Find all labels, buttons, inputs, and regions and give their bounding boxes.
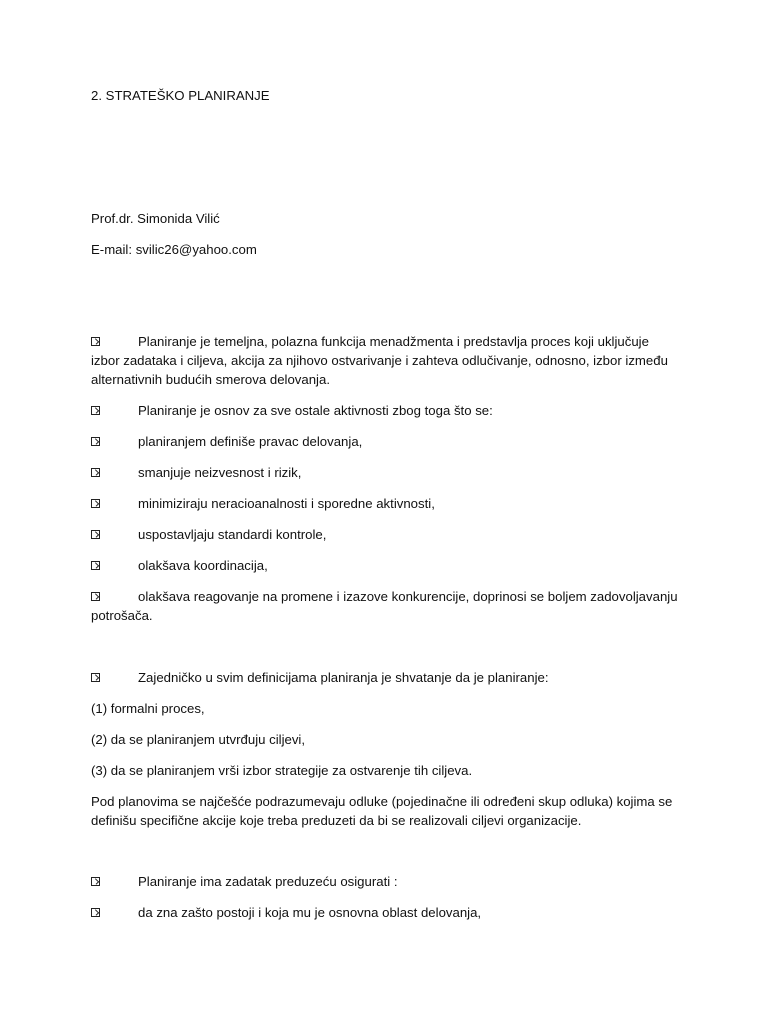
- bullet-item: Planiranje je osnov za sve ostale aktivnosti zbog toga što se:: [138, 403, 493, 418]
- bullet-item: da zna zašto postoji i koja mu je osnovna oblast delovanja,: [138, 905, 482, 920]
- author-email: E-mail: svilic26@yahoo.com: [91, 242, 257, 257]
- bullet-item: minimiziraju neracioanalnosti i sporedne aktivnosti,: [138, 496, 435, 511]
- bullet-item: olakšava koordinacija,: [138, 558, 268, 573]
- bullet-marker-icon: [91, 406, 100, 415]
- bullet-marker-icon: [91, 673, 100, 682]
- numbered-item: (3) da se planiranjem vrši izbor strategije za ostvarenje tih ciljeva.: [91, 763, 473, 778]
- bullet-marker-icon: [91, 499, 100, 508]
- bullet-marker-icon: [91, 530, 100, 539]
- bullet-item: olakšava reagovanje na promene i izazove konkurencije, doprinosi se boljem zadovoljavanju potrošača.: [91, 589, 678, 623]
- bullet-item: Zajedničko u svim definicijama planiranja je shvatanje da je planiranje:: [138, 670, 549, 685]
- bullet-item: Planiranje ima zadatak preduzeću osigurati :: [138, 874, 398, 889]
- author-name: Prof.dr. Simonida Vilić: [91, 211, 220, 226]
- bullet-marker-icon: [91, 908, 100, 917]
- bullet-item: smanjuje neizvesnost i rizik,: [138, 465, 302, 480]
- numbered-item: (2) da se planiranjem utvrđuju ciljevi,: [91, 732, 306, 747]
- bullet-item: planiranjem definiše pravac delovanja,: [138, 434, 363, 449]
- bullet-marker-icon: [91, 437, 100, 446]
- bullet-item: uspostavljaju standardi kontrole,: [138, 527, 327, 542]
- bullet-marker-icon: [91, 877, 100, 886]
- bullet-marker-icon: [91, 468, 100, 477]
- body-paragraph: Pod planovima se najčešće podrazumevaju odluke (pojedinačne ili određeni skup odluka) kojima se definišu specifične akcije koje treba preduzeti da bi se realizovali ciljevi organizacije.: [91, 794, 673, 828]
- bullet-item: Planiranje je temeljna, polazna funkcija menadžmenta i predstavlja proces koji uključuje izbor zadataka i ciljeva, akcija za njihovo ostvarivanje i zahteva odlučivanje, odnosno, izbor između alternativnih budućih smerova delovanja.: [91, 334, 668, 387]
- bullet-marker-icon: [91, 561, 100, 570]
- document-title: 2. STRATEŠKO PLANIRANJE: [91, 88, 270, 103]
- numbered-item: (1) formalni proces,: [91, 701, 205, 716]
